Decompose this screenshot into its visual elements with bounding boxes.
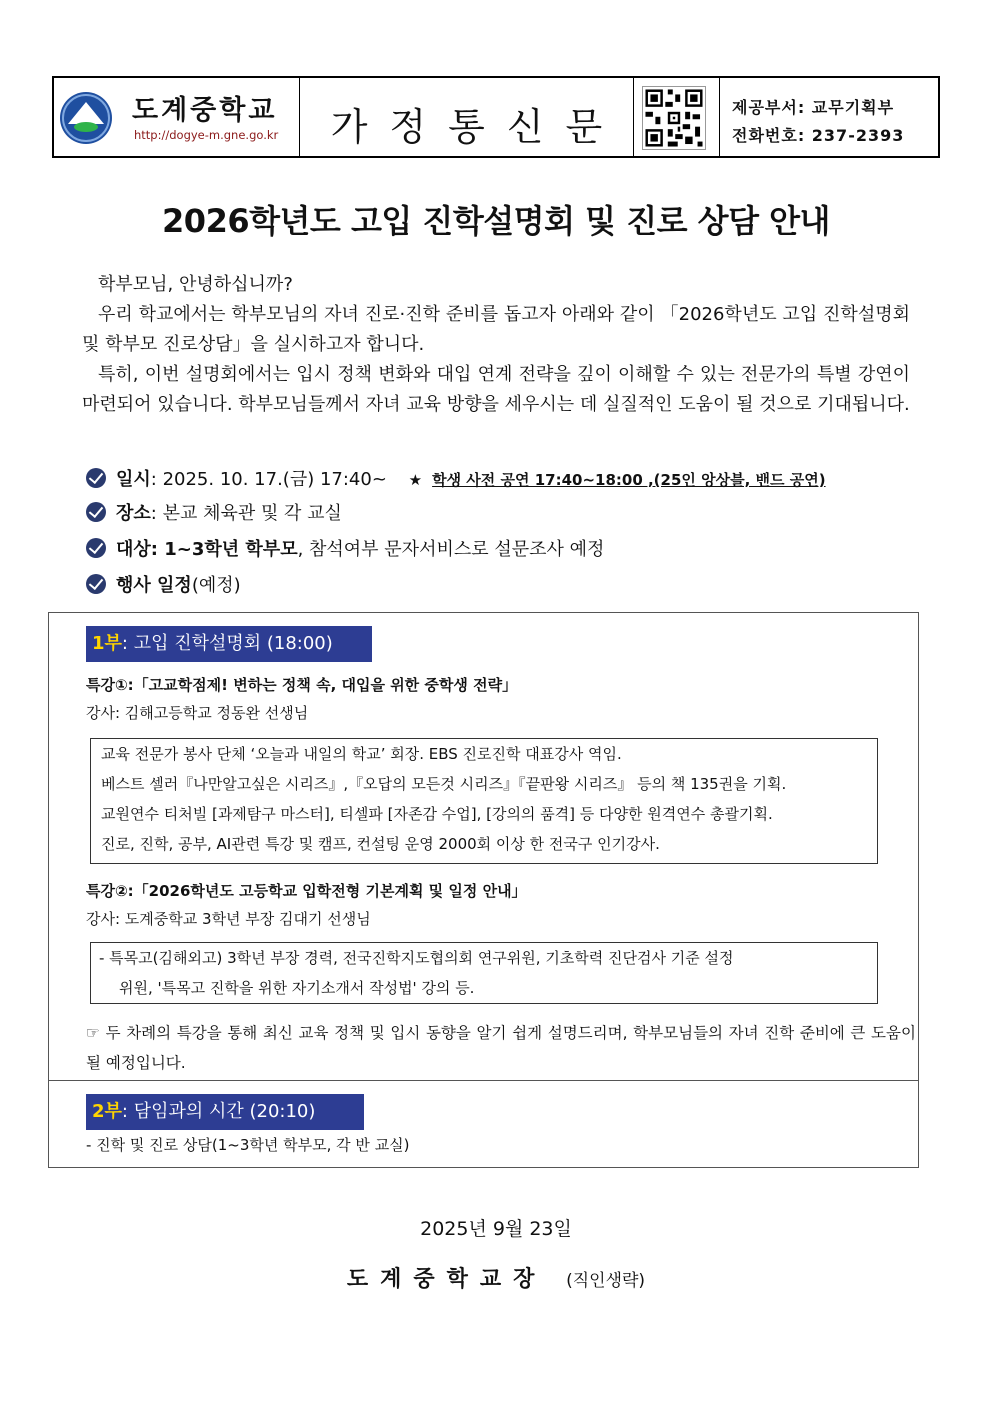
date-value: : 2025. 10. 17.(금) 17:40~ xyxy=(150,469,387,490)
newsletter-header xyxy=(52,76,940,158)
lecture1-speaker: 강사: 김해고등학교 정동완 선생님 xyxy=(86,704,309,722)
part1-num: 1부 xyxy=(92,633,122,654)
place-label: 장소 xyxy=(116,503,151,524)
pointing-hand-icon: ☞ xyxy=(86,1024,100,1042)
lecture2-bio xyxy=(90,942,878,1004)
schedule-value: (예정) xyxy=(191,575,241,596)
schedule-divider xyxy=(48,1080,919,1081)
bio-line: - 특목고(김해외고) 3학년 부장 경력, 전국진학지도협의회 연구위원, 기초학력 진단검사 기준 설정 xyxy=(99,949,734,967)
part2-item: - 진학 및 진로 상담(1~3학년 학부모, 각 반 교실) xyxy=(86,1136,410,1154)
principal-title: 도계중학교장 xyxy=(346,1267,547,1292)
check-icon xyxy=(86,468,106,488)
bio-line: 교원연수 티처빌 [과제탐구 마스터], 티셀파 [자존감 수업], [강의의 품격] 등 다양한 원격연수 총괄기획. xyxy=(101,805,773,823)
part1-title: : 고입 진학설명회 (18:00) xyxy=(121,633,333,654)
bio-line: 위원, '특목고 진학을 위한 자기소개서 작성법' 강의 등. xyxy=(119,979,475,997)
schedule-label: 행사 일정 xyxy=(116,575,192,596)
intro-paragraph-1: 우리 학교에서는 학부모님의 자녀 진로·진학 준비를 돕고자 아래와 같이 「2026학년도 고입 진학설명회 및 학부모 진로상담」을 실시하고자 합니다. xyxy=(82,304,910,355)
title-cell xyxy=(300,78,634,156)
qr-code-icon[interactable] xyxy=(642,86,706,150)
date-label: 일시 xyxy=(116,469,151,490)
check-icon xyxy=(86,502,106,522)
intro-paragraph-2: 특히, 이번 설명회에서는 입시 정책 변화와 대입 연계 전략을 깊이 이해할 수 있는 전문가의 특별 강연이 마련되어 있습니다. 학부모님들께서 자녀 교육 방향을 세우시는 데 실질적인 도움이 될 것으로 기대됩니다. xyxy=(82,364,910,415)
school-url[interactable]: http://dogye-m.gne.go.kr xyxy=(134,128,279,142)
school-name: 도계중학교 xyxy=(132,95,278,126)
principal-signature xyxy=(0,1262,992,1293)
info-date xyxy=(86,466,826,494)
part2-heading xyxy=(86,1094,364,1130)
lecture2-speaker: 강사: 도계중학교 3학년 부장 김대기 선생님 xyxy=(86,910,371,928)
greeting-text: 학부모님, 안녕하십니까? xyxy=(98,274,293,295)
pre-show-note xyxy=(409,471,826,489)
target-label: 대상: 1~3학년 학부모 xyxy=(116,539,298,560)
bio-line: 진로, 진학, 공부, AI관련 특강 및 캠프, 컨설팅 운영 2000회 이상 한 전국구 인기강사. xyxy=(101,835,660,853)
info-target xyxy=(86,536,604,564)
phone-label: 전화번호: 237-2393 xyxy=(732,126,905,145)
school-logo xyxy=(60,92,112,144)
target-value: , 참석여부 문자서비스로 설문조사 예정 xyxy=(297,539,605,560)
info-schedule xyxy=(86,572,241,600)
lecture-note xyxy=(86,1018,916,1078)
lecture2-title: 특강②:「2026학년도 고등학교 입학전형 기본계획 및 일정 안내」 xyxy=(86,882,527,900)
lecture1-title: 특강①:「고교학점제! 변하는 정책 속, 대입을 위한 중학생 전략」 xyxy=(86,676,518,694)
part2-num: 2부 xyxy=(92,1101,122,1122)
pre-show-text: 학생 사전 공연 17:40~18:00 ,(25인 앙상블, 밴드 공연) xyxy=(432,471,826,489)
lecture1-bio xyxy=(90,738,878,864)
school-cell xyxy=(54,78,300,156)
info-place xyxy=(86,500,342,528)
check-icon xyxy=(86,538,106,558)
bio-line: 교육 전문가 봉사 단체 ‘오늘과 내일의 학교’ 회장. EBS 진로진학 대표강사 역임. xyxy=(101,745,622,763)
place-value: : 본교 체육관 및 각 교실 xyxy=(150,503,342,524)
qr-cell xyxy=(634,78,720,156)
newsletter-title: 가정통신문 xyxy=(330,105,625,149)
star-icon: ★ xyxy=(408,471,423,489)
check-icon xyxy=(86,574,106,594)
dept-cell xyxy=(720,78,938,156)
note-text: 두 차례의 특강을 통해 최신 교육 정책 및 입시 동향을 알기 쉽게 설명드리며, 학부모님들의 자녀 진학 준비에 큰 도움이 될 예정입니다. xyxy=(86,1024,916,1072)
issue-date: 2025년 9월 23일 xyxy=(420,1218,572,1240)
bio-line: 베스트 셀러『나만알고싶은 시리즈』,『오답의 모든것 시리즈』『끝판왕 시리즈』 등의 책 135권을 기획. xyxy=(101,775,787,793)
part2-title: : 담임과의 시간 (20:10) xyxy=(121,1101,316,1122)
dept-label: 제공부서: 교무기획부 xyxy=(732,98,895,117)
page-title: 2026학년도 고입 진학설명회 및 진로 상담 안내 xyxy=(162,202,830,240)
part1-heading xyxy=(86,626,372,662)
seal-note: (직인생략) xyxy=(566,1271,646,1291)
